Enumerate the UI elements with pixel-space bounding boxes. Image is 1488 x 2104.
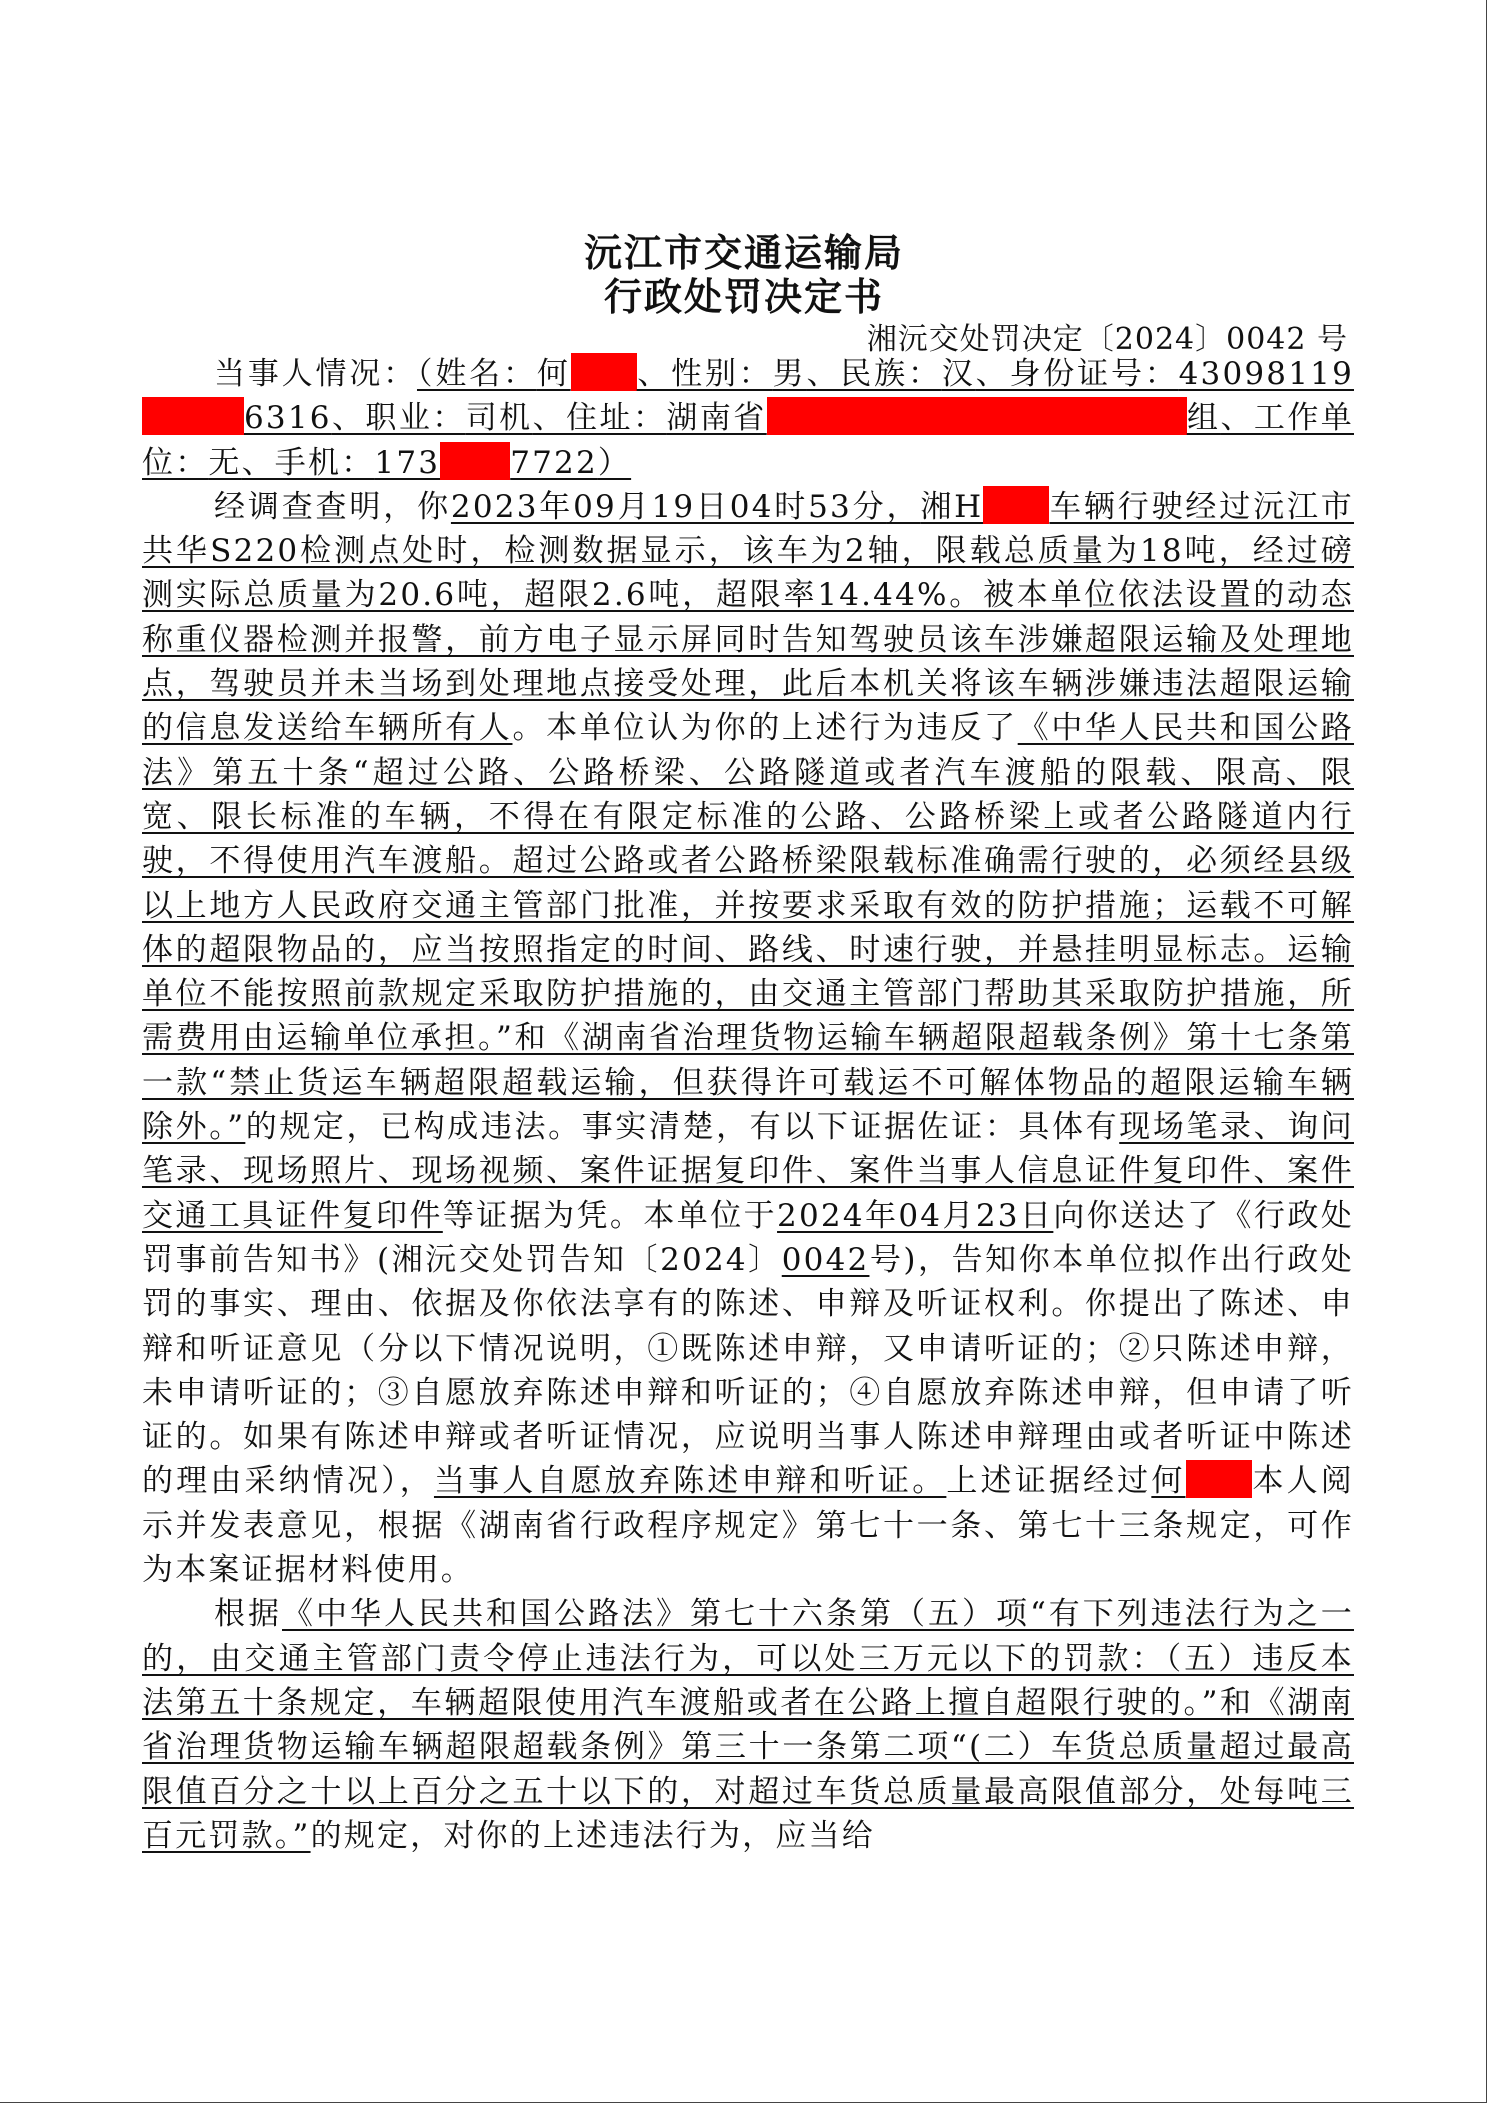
plate-prefix: 湘H (920, 488, 984, 525)
reviewer-field: 何 (1151, 1463, 1251, 1499)
notice-date: 2024年04月23日 (777, 1197, 1054, 1234)
notice-number: 0042 (781, 1241, 870, 1278)
agency-title: 沅江市交通运输局 (583, 230, 904, 275)
party-info-paragraph (142, 352, 1354, 485)
redaction-block (142, 397, 244, 435)
party-phone-prefix: 173 (374, 444, 441, 481)
facts-paragraph: 经调查查明，你2023年09月19日04时53分，湘H 车辆行驶经过沅江市共华S220检测点处时，检测数据显示，该车为2轴，限载总质量为18吨，经过磅测实际总质量为20.6吨，超限2.6吨，超限率14.44%。被本单位依法设置的动态称重仪器检测并报警，前方电子显示屏同时告知驾驶员该车涉嫌超限运输及处理地点，驾驶员并未当场到处理地点接受处理，此后本机关将该车辆涉嫌违法超限运输的信息发送给车辆所有人。本单位认为你的上述行为违反了《中华人民共和国公路法》第五十条“超过公路、公路桥梁、公路隧道或者汽车渡船的限载、限高、限宽、限长标准的车辆，不得在有限定标准的公路、公路桥梁上或者公路隧道内行驶，不得使用汽车渡船。超过公路或者公路桥梁限载标准确需行驶的，必须经县级以上地方人民政府交通主管部门批准，并按要求采取有效的防护措施；运载不可解体的超限物品的，应当按照指定的时间、路线、时速行驶，并悬挂明显标志。运输单位不能按照前款规定采取防护措施的，由交通主管部门帮助其采取防护措施，所需费用由运输单位承担。”和《湖南省治理货物运输车辆超限超载条例》第十七条第一款“禁止货运车辆超限超载运输，但获得许可载运不可解体物品的超限运输车辆除外。”的规定，已构成违法。事实清楚，有以下证据佐证：具体有现场笔录、询问笔录、现场照片、现场视频、案件证据复印件、案件当事人信息证件复印件、案件交通工具证件复印件等证据为凭。本单位于2024年04月23日向你送达了《行政处罚事前告知书》(湘沅交处罚告知〔2024〕0042号)，告知你本单位拟作出行政处罚的事实、理由、依据及你依法享有的陈述、申辩及听证权利。你提出了陈述、申辩和听证意见（分以下情况说明，①既陈述申辩，又申请听证的；②只陈述申辩，未申请听证的；③自愿放弃陈述申辩和听证的；④自愿放弃陈述申辩，但申请了听证的。如果有陈述申辩或者听证情况，应说明当事人陈述申辩理由或者听证中陈述的理由采纳情况），当事人自愿放弃陈述申辩和听证。上述证据经过何 本人阅示并发表意见，根据《湖南省行政程序规定》第七十一条、第七十三条规定，可作为本案证据材料使用。 (142, 485, 1354, 1592)
penalty-paragraph: 根据《中华人民共和国公路法》第七十六条第（五）项“有下列违法行为之一的，由交通主管部门责令停止违法行为，可以处三万元以下的罚款：（五）违反本法第五十条规定，车辆超限使用汽车渡船或者在公路上擅自超限行驶的。”和《湖南省治理货物运输车辆超限超载条例》第三十一条第二项“(二）车货总质量超过最高限值百分之十以上百分之五十以下的，对超过车货总质量最高限值部分，处每吨三百元罚款。”的规定，对你的上述违法行为，应当给 (142, 1596, 1354, 1854)
party-name: 何 (536, 356, 571, 392)
party-gender: 男 (772, 356, 807, 392)
evidence-list: 现场笔录、询问笔录、现场照片、现场视频、案件证据复印件、案件当事人信息证件复印件、案件交通工具证件复印件 (142, 1109, 1354, 1234)
violated-law-text: 《中华人民共和国公路法》第五十条“超过公路、公路桥梁、公路隧道或者汽车渡船的限载、限高、限宽、限长标准的车辆，不得在有限定标准的公路、公路桥梁上或者公路隧道内行驶，不得使用汽车渡船。超过公路或者公路桥梁限载标准确需行驶的，必须经县级以上地方人民政府交通主管部门批准，并按要求采取有效的防护措施；运载不可解体的超限物品的，应当按照指定的时间、路线、时速行驶，并悬挂明显标志。运输单位不能按照前款规定采取防护措施的，由交通主管部门帮助其采取防护措施，所需费用由运输单位承担。”和《湖南省治理货物运输车辆超限超载条例》第十七条第一款“禁止货运车辆超限超载运输，但获得许可载运不可解体物品的超限运输车辆除外。” (142, 710, 1355, 1146)
redaction-block (1186, 1460, 1252, 1498)
facts-details: 2023年09月19日04时53分，湘H 车辆行驶经过沅江市共华S220检测点处时，检测数据显示，该车为2轴，限载总质量为18吨，经过磅测实际总质量为20.6吨，超限2.6吨，超限率14.44%。被本单位依法设置的动态称重仪器检测并报警，前方电子显示屏同时告知驾驶员该车涉嫌超限运输及处理地点，驾驶员并未当场到处理地点接受处理，此后本机关将该车辆涉嫌违法超限运输的信息发送给车辆所有人 (142, 489, 1354, 746)
document-body (142, 352, 1354, 1858)
redaction-block (571, 353, 637, 391)
redaction-block (767, 397, 1187, 435)
party-employer: 无 (208, 444, 242, 481)
redaction-block (983, 486, 1049, 524)
party-id-prefix: 43098119 (1178, 356, 1354, 392)
party-job: 司机 (465, 400, 533, 437)
party-ethnicity: 汉 (941, 356, 976, 392)
document-title: 行政处罚决定书 (603, 274, 884, 319)
document-number: 湘沅交处罚决定〔2024〕0042 号 (866, 322, 1348, 357)
incident-time: 2023年09月19日04时53分 (450, 488, 887, 525)
party-label: 当事人情况： (214, 356, 417, 392)
party-phone-suffix: 7722 (510, 444, 598, 481)
redaction-block (440, 442, 510, 480)
party-statement: 当事人自愿放弃陈述申辩和听证。 (433, 1463, 947, 1500)
penalty-law-text: 《中华人民共和国公路法》第七十六条第（五）项“有下列违法行为之一的，由交通主管部门责令停止违法行为，可以处三万元以下的罚款：（五）违反本法第五十条规定，车辆超限使用汽车渡船或者在公路上擅自超限行驶的。”和《湖南省治理货物运输车辆超限超载条例》第三十一条第二项“(二）车货总质量超过最高限值百分之十以上百分之五十以下的，对超过车货总质量最高限值部分，处每吨三百元罚款。” (142, 1596, 1354, 1854)
party-address: 湖南省 (666, 400, 767, 437)
incident-description: 车辆行驶经过沅江市共华S220检测点处时，检测数据显示，该车为2轴，限载总质量为18吨，经过磅测实际总质量为20.6吨，超限2.6吨，超限率14.44%。被本单位依法设置的动态称重仪器检测并报警，前方电子显示屏同时告知驾驶员该车涉嫌超限运输及处理地点，驾驶员并未当场到处理地点接受处理，此后本机关将该车辆涉嫌违法超限运输的信息发送给车辆所有人 (142, 488, 1355, 747)
party-id-suffix: 6316 (244, 400, 332, 437)
party-details: （姓名：何 、性别：男、民族：汉、身份证号：430981196316、职业：司机、住址：湖南省 组、工作单位：无、手机：173 7722） (142, 356, 1354, 481)
